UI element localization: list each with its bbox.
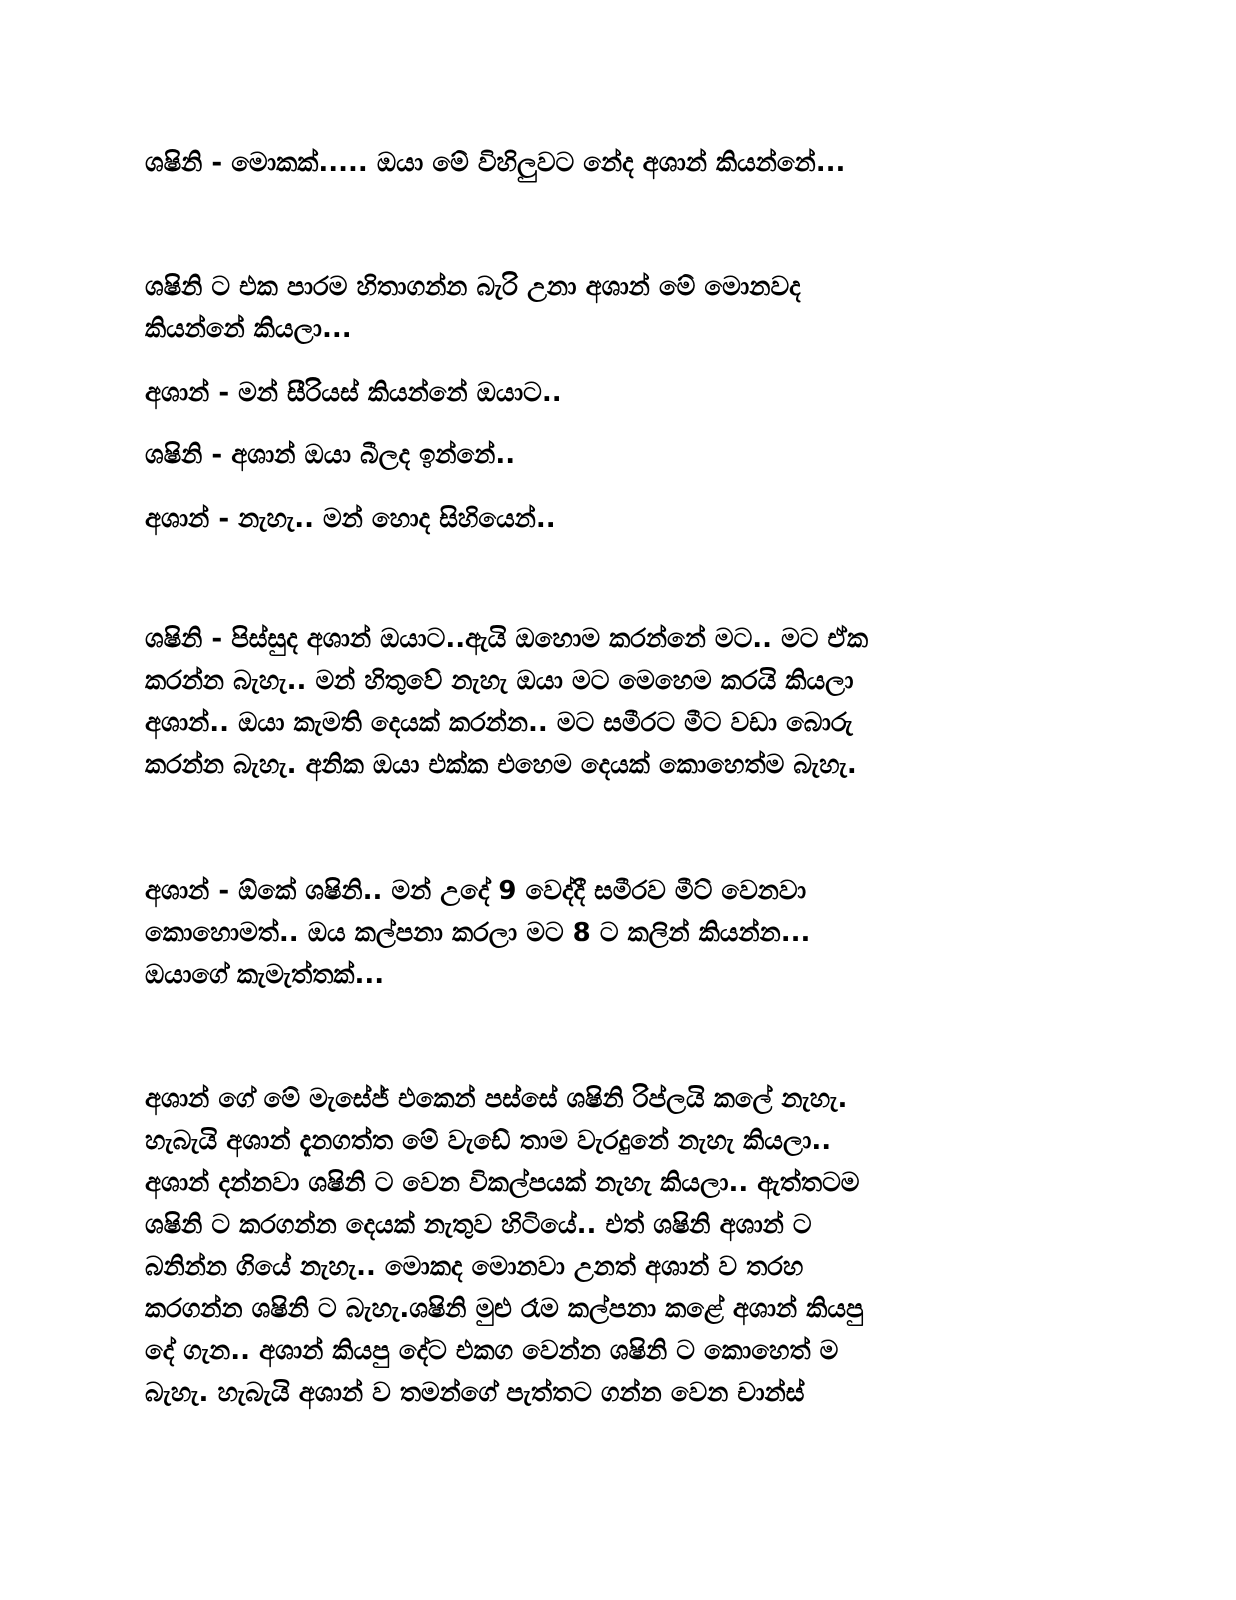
paragraph-6 (145, 618, 1085, 786)
text-line: අශාන් - නැහැ.. මන් හොද සිහියෙන්.. (145, 504, 556, 534)
paragraph-3 (145, 372, 1085, 414)
text-line: ශෂිනි ට කරගන්න දෙයක් නැතුව හිටියේ.. එත් ශෂිනි අශාන් ට (145, 1210, 812, 1240)
text-line: ඔයාගේ කැමැත්තක්... (145, 960, 385, 990)
text-line: ශෂිනි - මොකක්..... ඔයා මේ විහිලුවට නේද අශාන් කියන්නේ... (145, 148, 846, 178)
text-line: කොහොමත්.. ඔය කල්පනා කරලා මට 8 ට කලින් කියන්න... (145, 918, 811, 948)
text-line: කරගන්න ශෂිනි ට බැහැ.ශෂිනි මුළු රෑම කල්පනා කළේ අශාන් කියපු (145, 1294, 864, 1324)
text-line: කරන්න බැහැ.. මන් හිතුවේ නැහැ ඔයා මට මෙහෙම කරයි කියලා (145, 666, 854, 696)
text-line: අශාන් දන්නවා ශෂිනි ට වෙන විකල්පයක් නැහැ කියලා.. ඇත්තටම (145, 1168, 860, 1198)
text-line: අශාන්.. ඔයා කැමති දෙයක් කරන්න.. මට සමීරට මීට වඩා බොරු (145, 708, 853, 738)
text-line: හැබැයි අශාන් දැනගත්ත මේ වැඩේ තාම වැරදුනේ නැහැ කියලා.. (145, 1126, 832, 1156)
paragraph-5 (145, 498, 1085, 540)
paragraph-8 (145, 1078, 1085, 1414)
text-line: දේ ගැන.. අශාන් කියපු දේට එකග වෙන්න ශෂිනි ට කොහෙත් ම (145, 1336, 839, 1366)
text-line: ශෂිනි ට එක පාරම හිතාගන්න බැරි උනා අශාන් මේ මොනවද (145, 272, 801, 302)
paragraph-4 (145, 434, 1085, 476)
text-line: අශාන් ගේ මේ මැසේජ් එකෙන් පස්සේ ශෂිනි රිප්ලයි කලේ නැහැ. (145, 1084, 848, 1114)
text-line: කරන්න බැහැ. අනික ඔයා එක්ක එහෙම දෙයක් කොහෙත්ම බැහැ. (145, 750, 857, 780)
paragraph-1 (145, 142, 1085, 184)
text-line: ශෂිනි - අශාන් ඔයා බීලද ඉන්නේ.. (145, 440, 516, 470)
text-line: බනින්න ගියේ නැහැ.. මොකද මොනවා උනත් අශාන් ව තරහ (145, 1252, 804, 1282)
paragraph-7 (145, 870, 1085, 996)
text-line: අශාන් - මන් සීරියස් කියන්නේ ඔයාට.. (145, 378, 562, 408)
text-line: කියන්නේ කියලා... (145, 314, 352, 344)
text-line: අශාන් - ඕකේ ශෂිනි.. මන් උදේ 9 වෙද්දී සමීරව මීට් වෙනවා (145, 876, 807, 906)
paragraph-2 (145, 266, 1085, 350)
text-line: ශෂිනි - පිස්සුද අශාන් ඔයාට..ඇයි ඔහොම කරන්නේ මට.. මට ඒක (145, 624, 869, 654)
text-line: බැහැ. හැබැයි අශාන් ව තමන්ගේ පැත්තට ගන්න වෙන චාන්ස් (145, 1378, 805, 1408)
